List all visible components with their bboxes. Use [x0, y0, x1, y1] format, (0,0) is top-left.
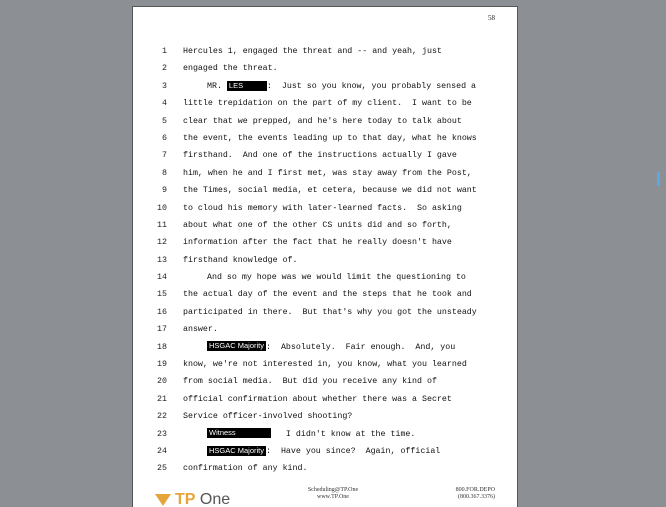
text-run: firsthand knowledge of. [183, 255, 298, 265]
text-run: participated in there. But that's why you got the unsteady [183, 307, 477, 317]
line-number: 6 [162, 133, 167, 143]
redaction-label: HSGAC Majority [209, 341, 265, 351]
line-number: 8 [162, 168, 167, 178]
line-number: 12 [157, 238, 167, 248]
text-run: the Times, social media, et cetera, because we did not want [183, 186, 477, 196]
transcript-line [133, 60, 517, 77]
line-text [183, 252, 298, 269]
tp-one-logo [155, 491, 230, 507]
line-text [183, 460, 307, 477]
line-number: 11 [157, 220, 167, 230]
transcript-line [133, 217, 517, 234]
line-text [183, 321, 218, 338]
line-number: 1 [162, 47, 167, 56]
line-number: 9 [162, 186, 167, 196]
line-text [183, 43, 442, 60]
text-run: official confirmation about whether there was a Secret [183, 394, 452, 404]
line-text [183, 356, 467, 373]
text-run: firsthand. And one of the instructions actually I gave [183, 151, 457, 161]
line-number: 23 [157, 429, 167, 439]
line-text [207, 339, 455, 356]
transcript-line [133, 113, 517, 130]
transcript-line [133, 408, 517, 425]
transcript-line [133, 78, 517, 95]
line-text [183, 286, 472, 303]
text-run: I didn't know at the time. [271, 429, 416, 439]
line-text [183, 165, 472, 182]
text-run: And so my hope was we would limit the questioning to [207, 273, 466, 283]
line-text [183, 147, 457, 164]
line-number: 20 [157, 377, 167, 387]
line-text [183, 130, 477, 147]
text-run: : Have you since? Again, official [266, 446, 441, 456]
text-run: answer. [183, 325, 218, 335]
transcript-line [133, 252, 517, 269]
redaction-label: Witness [207, 428, 271, 438]
text-run: Service officer-involved shooting? [183, 412, 353, 422]
line-number: 24 [157, 446, 167, 456]
text-run: information after the fact that he really doesn't have [183, 238, 452, 248]
line-text [183, 60, 278, 77]
transcript-line [133, 234, 517, 251]
line-text [183, 95, 472, 112]
line-text [207, 78, 476, 95]
logo-one-text: One [199, 491, 231, 507]
text-run: engaged the threat. [183, 64, 278, 74]
transcript-line [133, 43, 517, 60]
line-number: 13 [157, 255, 167, 265]
line-text [207, 426, 415, 443]
line-text [207, 269, 466, 286]
line-number: 14 [157, 273, 167, 283]
scrollbar-thumb[interactable] [657, 172, 660, 186]
tp-one-logo-icon [155, 494, 171, 506]
transcript-line [133, 460, 517, 477]
transcript-line [133, 95, 517, 112]
line-number: 15 [157, 290, 167, 300]
transcript-line [133, 426, 517, 443]
redaction-label: HSGAC Majority [209, 445, 265, 455]
transcript-line [133, 443, 517, 460]
text-run: the actual day of the event and the steps that he took and [183, 290, 472, 300]
transcript-line [133, 182, 517, 199]
transcript-line [133, 130, 517, 147]
line-number: 17 [157, 325, 167, 335]
line-number: 7 [162, 151, 167, 161]
page-footer [133, 479, 517, 507]
transcript-line [133, 391, 517, 408]
logo-tp-text: TP [175, 491, 196, 507]
line-text [183, 391, 452, 408]
line-text [183, 113, 462, 130]
transcript-line [133, 200, 517, 217]
line-text [183, 304, 477, 321]
transcript-line [133, 304, 517, 321]
transcript-line [133, 147, 517, 164]
text-run: about what one of the other CS units did and so forth, [183, 220, 452, 230]
transcript-page [133, 7, 517, 507]
transcript-lines [133, 43, 517, 478]
line-number: 25 [157, 464, 167, 474]
text-run: : Absolutely. Fair enough. And, you [266, 342, 456, 352]
line-number: 10 [157, 203, 167, 213]
text-run: the event, the events leading up to that day, what he knows [183, 133, 477, 143]
text-run: to cloud his memory with later-learned facts. So asking [183, 203, 462, 213]
text-run: him, when he and I first met, was stay away from the Post, [183, 168, 472, 178]
transcript-line [133, 373, 517, 390]
line-number: 3 [162, 81, 167, 91]
line-text [183, 408, 352, 425]
line-number: 16 [157, 307, 167, 317]
line-text [183, 234, 452, 251]
transcript-line [133, 356, 517, 373]
line-number: 2 [162, 64, 167, 74]
text-run: : Just so you know, you probably sensed a [266, 81, 477, 91]
footer-email: Scheduling@TP.One [307, 487, 359, 493]
footer-phone [425, 487, 495, 501]
redaction-label: LES [227, 81, 267, 91]
line-text [183, 217, 452, 234]
line-number: 5 [162, 116, 167, 126]
line-number: 18 [157, 342, 167, 352]
line-number: 22 [157, 412, 167, 422]
footer-phone-letters: 800.FOR.DEPO [455, 487, 495, 493]
line-number: 19 [157, 360, 167, 370]
line-number: 4 [162, 99, 167, 109]
footer-website: www.TP.One [317, 494, 349, 500]
text-run: little trepidation on the part of my client. I want to be [183, 99, 472, 109]
line-text [183, 200, 462, 217]
footer-phone-digits: (800.367.3376) [458, 494, 495, 500]
footer-contact [293, 487, 373, 501]
transcript-line [133, 286, 517, 303]
line-text [183, 182, 477, 199]
transcript-line [133, 321, 517, 338]
text-run: from social media. But did you receive any kind of [183, 377, 437, 387]
transcript-line [133, 339, 517, 356]
line-text [207, 443, 440, 460]
text-run: MR. [207, 81, 227, 91]
text-run: confirmation of any kind. [183, 464, 308, 474]
text-run: know, we're not interested in, you know, what you learned [183, 360, 467, 370]
line-number: 21 [157, 394, 167, 404]
page-number: 58 [488, 14, 495, 22]
text-run: Hercules 1, engaged the threat and -- and yeah, just [183, 47, 442, 56]
transcript-line [133, 165, 517, 182]
line-text [183, 373, 437, 390]
transcript-line [133, 269, 517, 286]
text-run: clear that we prepped, and he's here today to talk about [183, 116, 462, 126]
